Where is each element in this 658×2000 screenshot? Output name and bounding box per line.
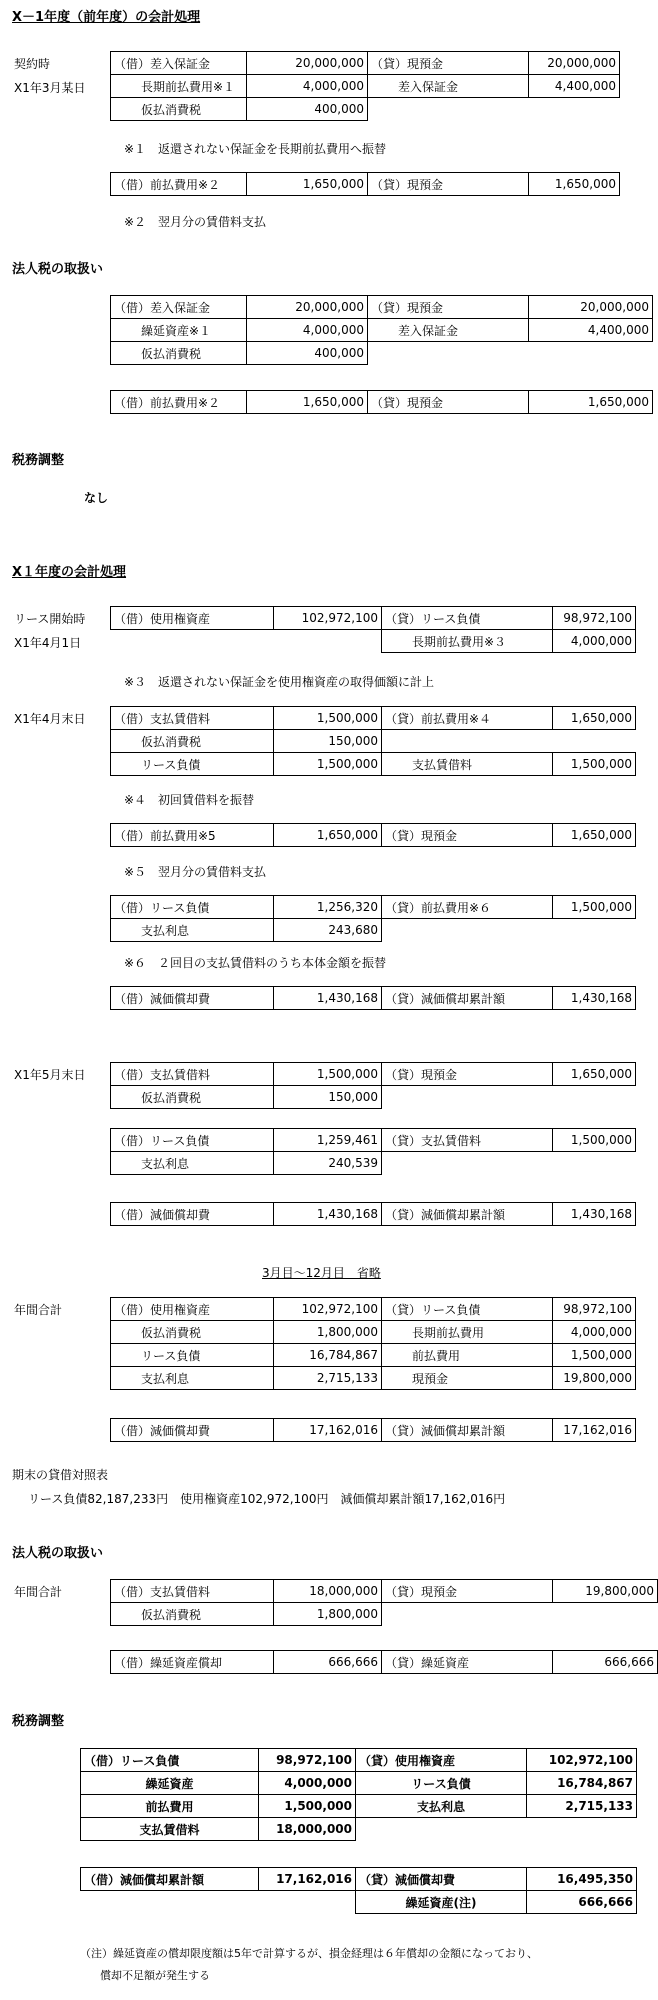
account-cell: 繰延資産(注) xyxy=(356,1891,527,1914)
account-cell: （借）リース負債 xyxy=(111,1129,274,1152)
bs-title: 期末の貸借対照表 xyxy=(12,1468,109,1482)
account-cell: 仮払消費税 xyxy=(111,1603,274,1626)
amount-cell: 102,972,100 xyxy=(527,1749,637,1772)
entry-row xyxy=(81,1749,637,1772)
journal-entry-8 xyxy=(110,895,636,942)
note-4: ※４ 初回賃借料を振替 xyxy=(124,793,255,807)
account-cell: （貸）繰延資産 xyxy=(382,1651,553,1674)
entry-row xyxy=(111,753,636,776)
amount-cell: 243,680 xyxy=(274,919,382,942)
account-cell: （貸）支払賃借料 xyxy=(382,1129,553,1152)
amount-cell: 1,500,000 xyxy=(259,1795,356,1818)
account-cell: 支払賃借料 xyxy=(81,1818,259,1841)
amount-cell: 1,650,000 xyxy=(553,824,636,847)
journal-entry-9 xyxy=(110,986,636,1010)
amount-cell: 1,500,000 xyxy=(553,1129,636,1152)
account-cell: リース負債 xyxy=(111,753,274,776)
journal-entry-16 xyxy=(110,1650,658,1674)
journal-entry-2 xyxy=(110,172,620,196)
amount-cell: 1,500,000 xyxy=(553,753,636,776)
journal-entry-1 xyxy=(110,51,620,121)
amount-cell: 4,000,000 xyxy=(259,1772,356,1795)
amount-cell: 4,000,000 xyxy=(247,75,368,98)
label-contract: 契約時 xyxy=(14,57,51,71)
amount-cell: 666,666 xyxy=(553,1651,658,1674)
account-cell: 繰延資産※１ xyxy=(111,319,247,342)
account-cell: （借）繰延資産償却 xyxy=(111,1651,274,1674)
empty-cell xyxy=(382,730,553,753)
account-cell: 仮払消費税 xyxy=(111,730,274,753)
amount-cell: 18,000,000 xyxy=(274,1580,382,1603)
entry-row xyxy=(111,987,636,1010)
account-cell: （貸）減価償却累計額 xyxy=(382,1203,553,1226)
section-title-x1-year: X１年度の会計処理 xyxy=(12,565,127,580)
amount-cell: 20,000,000 xyxy=(247,52,368,75)
empty-cell xyxy=(111,630,274,653)
account-cell: （貸）現預金 xyxy=(382,1063,553,1086)
amount-cell: 16,784,867 xyxy=(274,1344,382,1367)
journal-entry-14 xyxy=(110,1418,636,1442)
section-title-adj-2: 税務調整 xyxy=(12,1714,65,1729)
account-cell: （貸）現預金 xyxy=(368,296,529,319)
section-title-tax-1: 法人税の取扱い xyxy=(12,262,104,277)
amount-cell: 1,650,000 xyxy=(247,391,368,414)
amount-cell: 4,000,000 xyxy=(247,319,368,342)
account-cell: 支払賃借料 xyxy=(382,753,553,776)
amount-cell: 98,972,100 xyxy=(553,607,636,630)
amount-cell: 1,650,000 xyxy=(247,173,368,196)
journal-entry-17 xyxy=(80,1748,637,1841)
amount-cell: 150,000 xyxy=(274,1086,382,1109)
entry-row xyxy=(111,1129,636,1152)
amount-cell: 1,500,000 xyxy=(274,753,382,776)
amount-cell: 17,162,016 xyxy=(553,1419,636,1442)
account-cell: （借）支払賃借料 xyxy=(111,1063,274,1086)
entry-row xyxy=(111,1367,636,1390)
journal-entry-18 xyxy=(80,1867,637,1914)
amount-cell: 20,000,000 xyxy=(529,296,653,319)
empty-cell xyxy=(382,1603,553,1626)
entry-row xyxy=(111,1419,636,1442)
amount-cell: 1,430,168 xyxy=(553,987,636,1010)
omitted-months: 3月目～12月目 省略 xyxy=(262,1266,381,1280)
amount-cell: 18,000,000 xyxy=(259,1818,356,1841)
account-cell: 支払利息 xyxy=(111,1367,274,1390)
entry-row xyxy=(111,391,653,414)
empty-cell xyxy=(529,98,620,121)
amount-cell: 2,715,133 xyxy=(274,1367,382,1390)
amount-cell: 98,972,100 xyxy=(259,1749,356,1772)
account-cell: （借）前払費用※5 xyxy=(111,824,274,847)
account-cell: 前払費用 xyxy=(81,1795,259,1818)
account-cell: （借）支払賃借料 xyxy=(111,707,274,730)
journal-entry-7 xyxy=(110,823,636,847)
entry-row xyxy=(111,342,653,365)
account-cell: （借）支払賃借料 xyxy=(111,1580,274,1603)
entry-row xyxy=(111,173,620,196)
amount-cell: 20,000,000 xyxy=(529,52,620,75)
section-title-adj-1: 税務調整 xyxy=(12,453,65,468)
note-6: ※６ ２回目の支払賃借料のうち本体金額を振替 xyxy=(124,956,387,970)
entry-row xyxy=(111,319,653,342)
account-cell: （借）減価償却費 xyxy=(111,1419,274,1442)
account-cell: （借）使用権資産 xyxy=(111,607,274,630)
entry-row xyxy=(111,1298,636,1321)
amount-cell: 1,650,000 xyxy=(553,1063,636,1086)
account-cell: 仮払消費税 xyxy=(111,342,247,365)
account-cell: （借）減価償却費 xyxy=(111,987,274,1010)
entry-row xyxy=(111,1063,636,1086)
account-cell: （貸）減価償却累計額 xyxy=(382,1419,553,1442)
account-cell: （貸）減価償却累計額 xyxy=(382,987,553,1010)
entry-row xyxy=(111,730,636,753)
amount-cell: 17,162,016 xyxy=(259,1868,356,1891)
amount-cell: 4,400,000 xyxy=(529,75,620,98)
entry-row xyxy=(81,1795,637,1818)
footnote-line-1: （注）繰延資産の償却限度額は5年で計算するが、損金経理は６年償却の金額になっており、 xyxy=(80,1947,538,1960)
amount-cell: 1,430,168 xyxy=(553,1203,636,1226)
label-annual-total-2: 年間合計 xyxy=(14,1585,63,1599)
empty-cell xyxy=(553,730,636,753)
entry-row xyxy=(81,1772,637,1795)
amount-cell: 19,800,000 xyxy=(553,1580,658,1603)
account-cell: （貸）前払費用※６ xyxy=(382,896,553,919)
account-cell: 前払費用 xyxy=(382,1344,553,1367)
entry-row xyxy=(111,1086,636,1109)
journal-entry-4 xyxy=(110,390,653,414)
account-cell: （貸）現預金 xyxy=(368,173,529,196)
account-cell: （貸）前払費用※４ xyxy=(382,707,553,730)
label-x0-march: X1年3月某日 xyxy=(14,81,86,95)
entry-row xyxy=(111,919,636,942)
account-cell: （貸）使用権資産 xyxy=(356,1749,527,1772)
amount-cell: 1,500,000 xyxy=(553,896,636,919)
footnote-line-2: 償却不足額が発生する xyxy=(100,1969,210,1982)
amount-cell: 666,666 xyxy=(274,1651,382,1674)
empty-cell xyxy=(356,1818,527,1841)
journal-entry-5 xyxy=(110,606,636,653)
amount-cell: 150,000 xyxy=(274,730,382,753)
account-cell: 支払利息 xyxy=(356,1795,527,1818)
label-annual-total: 年間合計 xyxy=(14,1303,63,1317)
account-cell: （貸）現預金 xyxy=(368,52,529,75)
amount-cell: 1,650,000 xyxy=(529,173,620,196)
entry-row xyxy=(111,707,636,730)
empty-cell xyxy=(553,1086,636,1109)
entry-row xyxy=(111,824,636,847)
amount-cell: 1,500,000 xyxy=(553,1344,636,1367)
account-cell: （借）差入保証金 xyxy=(111,296,247,319)
account-cell: （借）減価償却費 xyxy=(111,1203,274,1226)
journal-entry-6 xyxy=(110,706,636,776)
entry-row xyxy=(111,296,653,319)
amount-cell: 1,650,000 xyxy=(529,391,653,414)
entry-row xyxy=(111,1203,636,1226)
empty-cell xyxy=(553,1603,658,1626)
account-cell: リース負債 xyxy=(356,1772,527,1795)
label-may-end: X1年5月末日 xyxy=(14,1068,86,1082)
amount-cell: 1,500,000 xyxy=(274,707,382,730)
journal-entry-10 xyxy=(110,1062,636,1109)
account-cell: （借）差入保証金 xyxy=(111,52,247,75)
account-cell: 支払利息 xyxy=(111,919,274,942)
amount-cell: 240,539 xyxy=(274,1152,382,1175)
amount-cell: 16,784,867 xyxy=(527,1772,637,1795)
entry-row xyxy=(111,1580,658,1603)
label-april-end: X1年4月末日 xyxy=(14,712,86,726)
account-cell: （貸）リース負債 xyxy=(382,1298,553,1321)
account-cell: （貸）リース負債 xyxy=(382,607,553,630)
empty-cell xyxy=(382,919,553,942)
amount-cell: 1,259,461 xyxy=(274,1129,382,1152)
journal-entry-3 xyxy=(110,295,653,365)
entry-row xyxy=(111,98,620,121)
entry-row xyxy=(81,1818,637,1841)
journal-entry-12 xyxy=(110,1202,636,1226)
account-cell: （貸）減価償却費 xyxy=(356,1868,527,1891)
empty-cell xyxy=(81,1891,259,1914)
account-cell: 差入保証金 xyxy=(368,75,529,98)
empty-cell xyxy=(553,1152,636,1175)
account-cell: （借）前払費用※２ xyxy=(111,391,247,414)
entry-row xyxy=(111,52,620,75)
adjustment-none: なし xyxy=(84,491,109,505)
amount-cell: 102,972,100 xyxy=(274,1298,382,1321)
account-cell: リース負債 xyxy=(111,1344,274,1367)
journal-entry-15 xyxy=(110,1579,658,1626)
account-cell: 長期前払費用 xyxy=(382,1321,553,1344)
empty-cell xyxy=(527,1818,637,1841)
account-cell: 繰延資産 xyxy=(81,1772,259,1795)
empty-cell xyxy=(368,342,529,365)
section-title-tax-2: 法人税の取扱い xyxy=(12,1546,104,1561)
amount-cell: 1,650,000 xyxy=(274,824,382,847)
entry-row xyxy=(111,607,636,630)
entry-row xyxy=(81,1891,637,1914)
amount-cell: 4,000,000 xyxy=(553,630,636,653)
amount-cell: 666,666 xyxy=(527,1891,637,1914)
note-3: ※３ 返還されない保証金を使用権資産の取得価額に計上 xyxy=(124,675,435,689)
empty-cell xyxy=(368,98,529,121)
entry-row xyxy=(111,1321,636,1344)
amount-cell: 1,500,000 xyxy=(274,1063,382,1086)
bs-line: リース負債82,187,233円 使用権資産102,972,100円 減価償却累計額17,162,016円 xyxy=(28,1492,506,1506)
entry-row xyxy=(111,1603,658,1626)
empty-cell xyxy=(529,342,653,365)
account-cell: 長期前払費用※３ xyxy=(382,630,553,653)
account-cell: 長期前払費用※１ xyxy=(111,75,247,98)
amount-cell: 1,800,000 xyxy=(274,1603,382,1626)
amount-cell: 20,000,000 xyxy=(247,296,368,319)
amount-cell: 400,000 xyxy=(247,342,368,365)
empty-cell xyxy=(382,1152,553,1175)
account-cell: 支払利息 xyxy=(111,1152,274,1175)
section-title-prior-year: X－1年度（前年度）の会計処理 xyxy=(12,10,201,25)
amount-cell: 102,972,100 xyxy=(274,607,382,630)
entry-row xyxy=(111,1344,636,1367)
amount-cell: 4,400,000 xyxy=(529,319,653,342)
empty-cell xyxy=(553,919,636,942)
entry-row xyxy=(111,896,636,919)
account-cell: （借）前払費用※２ xyxy=(111,173,247,196)
label-lease-start: リース開始時 xyxy=(14,612,86,626)
label-x1-april-1: X1年4月1日 xyxy=(14,636,82,650)
amount-cell: 1,800,000 xyxy=(274,1321,382,1344)
note-1: ※１ 返還されない保証金を長期前払費用へ振替 xyxy=(124,142,387,156)
amount-cell: 17,162,016 xyxy=(274,1419,382,1442)
entry-row xyxy=(111,1152,636,1175)
note-5: ※５ 翌月分の賃借料支払 xyxy=(124,865,267,879)
account-cell: 現預金 xyxy=(382,1367,553,1390)
amount-cell: 98,972,100 xyxy=(553,1298,636,1321)
amount-cell: 1,430,168 xyxy=(274,987,382,1010)
account-cell: （貸）現預金 xyxy=(382,1580,553,1603)
entry-row xyxy=(111,1651,658,1674)
account-cell: 仮払消費税 xyxy=(111,1086,274,1109)
account-cell: （借）リース負債 xyxy=(81,1749,259,1772)
journal-entry-13 xyxy=(110,1297,636,1390)
amount-cell: 1,650,000 xyxy=(553,707,636,730)
amount-cell: 400,000 xyxy=(247,98,368,121)
amount-cell: 1,430,168 xyxy=(274,1203,382,1226)
account-cell: 仮払消費税 xyxy=(111,98,247,121)
account-cell: （貸）現預金 xyxy=(382,824,553,847)
account-cell: （借）減価償却累計額 xyxy=(81,1868,259,1891)
entry-row xyxy=(81,1868,637,1891)
account-cell: （借）使用権資産 xyxy=(111,1298,274,1321)
amount-cell: 19,800,000 xyxy=(553,1367,636,1390)
amount-cell: 4,000,000 xyxy=(553,1321,636,1344)
amount-cell: 2,715,133 xyxy=(527,1795,637,1818)
empty-cell xyxy=(259,1891,356,1914)
account-cell: （借）リース負債 xyxy=(111,896,274,919)
empty-cell xyxy=(274,630,382,653)
amount-cell: 16,495,350 xyxy=(527,1868,637,1891)
note-2: ※２ 翌月分の賃借料支払 xyxy=(124,215,267,229)
journal-entry-11 xyxy=(110,1128,636,1175)
account-cell: 差入保証金 xyxy=(368,319,529,342)
account-cell: 仮払消費税 xyxy=(111,1321,274,1344)
empty-cell xyxy=(382,1086,553,1109)
account-cell: （貸）現預金 xyxy=(368,391,529,414)
amount-cell: 1,256,320 xyxy=(274,896,382,919)
entry-row xyxy=(111,75,620,98)
entry-row xyxy=(111,630,636,653)
